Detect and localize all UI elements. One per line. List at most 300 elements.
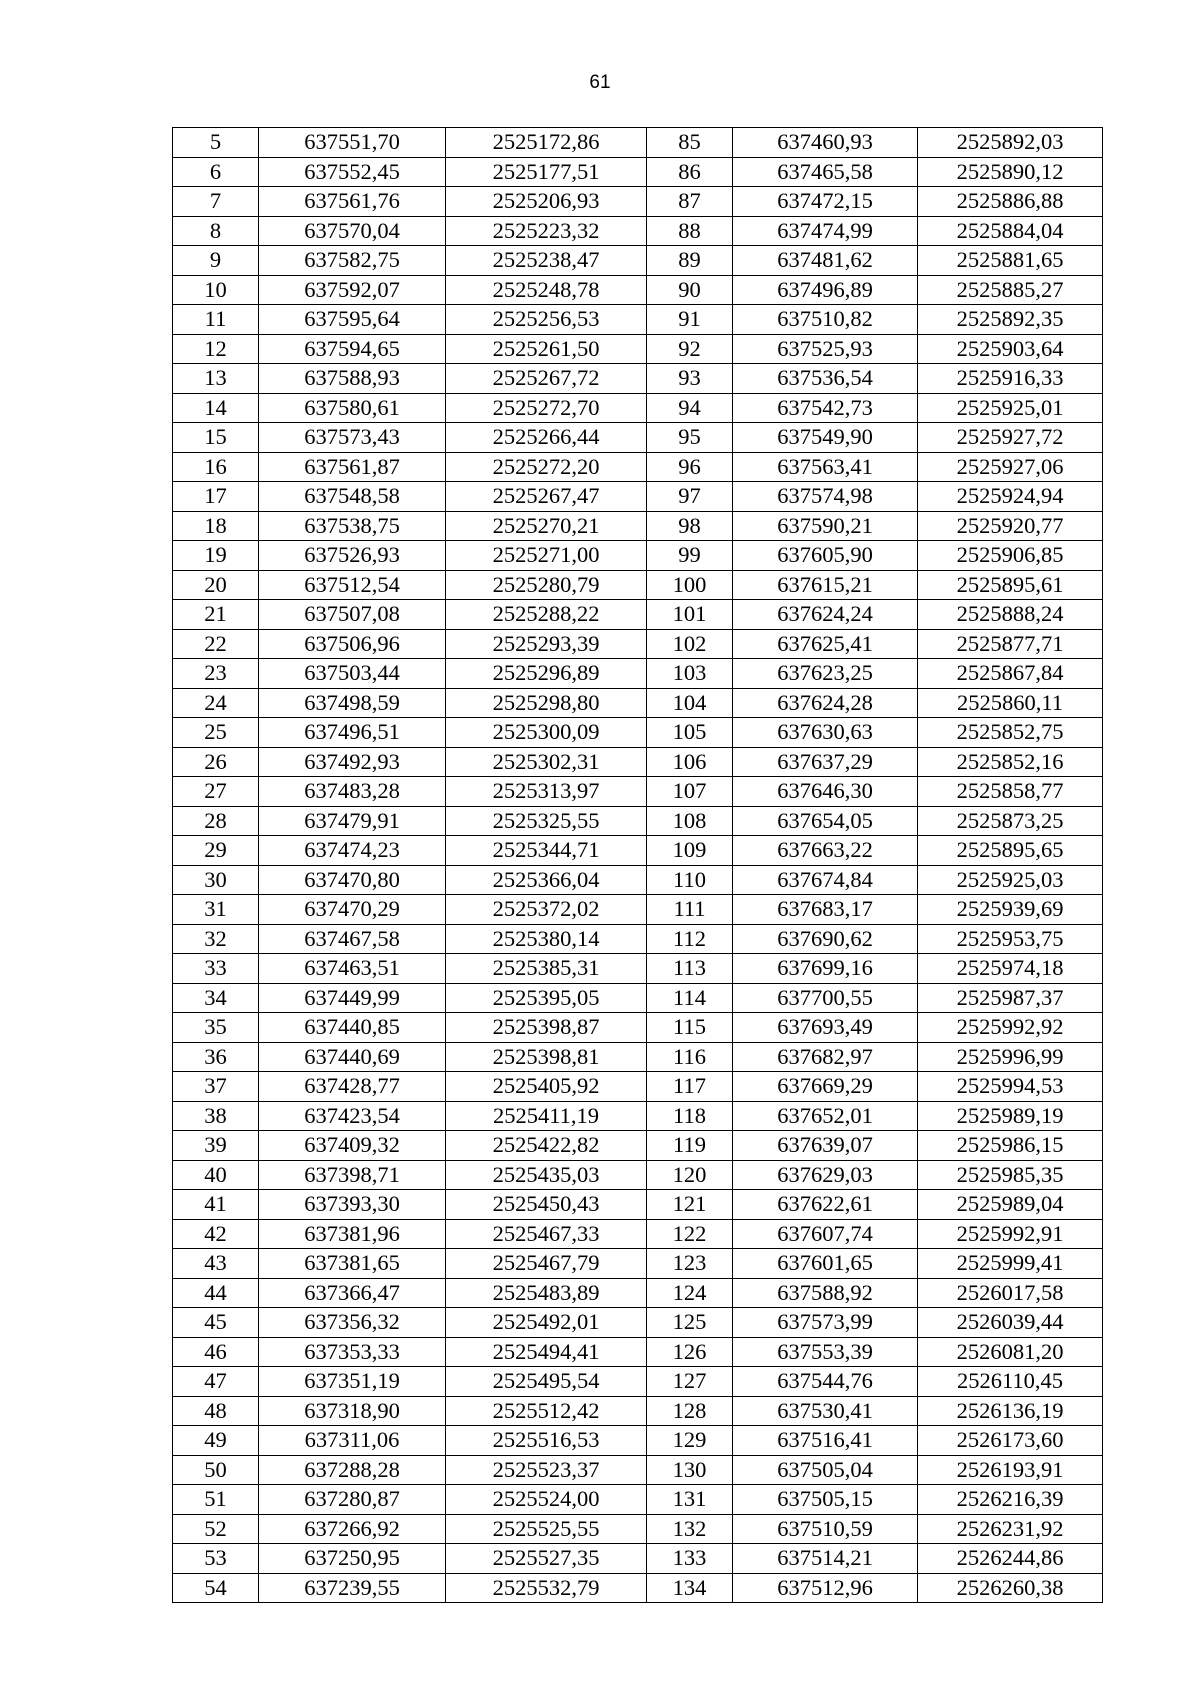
point-number-cell: 51 — [173, 1485, 259, 1515]
y-coordinate-cell: 2525858,77 — [918, 777, 1103, 807]
y-coordinate-cell: 2525906,85 — [918, 541, 1103, 571]
x-coordinate-cell: 637553,39 — [733, 1337, 918, 1367]
table-row — [173, 128, 1103, 158]
point-number-cell: 99 — [647, 541, 733, 571]
x-coordinate-cell: 637472,15 — [733, 187, 918, 217]
y-coordinate-cell: 2525532,79 — [446, 1573, 647, 1603]
x-coordinate-cell: 637690,62 — [733, 924, 918, 954]
y-coordinate-cell: 2526110,45 — [918, 1367, 1103, 1397]
y-coordinate-cell: 2525884,04 — [918, 216, 1103, 246]
table-row — [173, 718, 1103, 748]
point-number-cell: 40 — [173, 1160, 259, 1190]
x-coordinate-cell: 637409,32 — [259, 1131, 446, 1161]
point-number-cell: 108 — [647, 806, 733, 836]
x-coordinate-cell: 637398,71 — [259, 1160, 446, 1190]
y-coordinate-cell: 2525494,41 — [446, 1337, 647, 1367]
point-number-cell: 12 — [173, 334, 259, 364]
y-coordinate-cell: 2525450,43 — [446, 1190, 647, 1220]
point-number-cell: 125 — [647, 1308, 733, 1338]
x-coordinate-cell: 637393,30 — [259, 1190, 446, 1220]
x-coordinate-cell: 637624,24 — [733, 600, 918, 630]
x-coordinate-cell: 637625,41 — [733, 629, 918, 659]
point-number-cell: 52 — [173, 1514, 259, 1544]
point-number-cell: 116 — [647, 1042, 733, 1072]
point-number-cell: 26 — [173, 747, 259, 777]
table-row — [173, 1485, 1103, 1515]
point-number-cell: 119 — [647, 1131, 733, 1161]
point-number-cell: 17 — [173, 482, 259, 512]
x-coordinate-cell: 637682,97 — [733, 1042, 918, 1072]
table-row — [173, 865, 1103, 895]
x-coordinate-cell: 637474,23 — [259, 836, 446, 866]
x-coordinate-cell: 637544,76 — [733, 1367, 918, 1397]
x-coordinate-cell: 637498,59 — [259, 688, 446, 718]
y-coordinate-cell: 2525467,33 — [446, 1219, 647, 1249]
x-coordinate-cell: 637552,45 — [259, 157, 446, 187]
x-coordinate-cell: 637288,28 — [259, 1455, 446, 1485]
y-coordinate-cell: 2525989,04 — [918, 1190, 1103, 1220]
x-coordinate-cell: 637481,62 — [733, 246, 918, 276]
x-coordinate-cell: 637506,96 — [259, 629, 446, 659]
table-row — [173, 1013, 1103, 1043]
point-number-cell: 129 — [647, 1426, 733, 1456]
point-number-cell: 131 — [647, 1485, 733, 1515]
table-row — [173, 570, 1103, 600]
x-coordinate-cell: 637479,91 — [259, 806, 446, 836]
x-coordinate-cell: 637561,87 — [259, 452, 446, 482]
point-number-cell: 106 — [647, 747, 733, 777]
y-coordinate-cell: 2525888,24 — [918, 600, 1103, 630]
point-number-cell: 21 — [173, 600, 259, 630]
y-coordinate-cell: 2525467,79 — [446, 1249, 647, 1279]
point-number-cell: 122 — [647, 1219, 733, 1249]
point-number-cell: 35 — [173, 1013, 259, 1043]
table-row — [173, 1455, 1103, 1485]
y-coordinate-cell: 2525223,32 — [446, 216, 647, 246]
point-number-cell: 42 — [173, 1219, 259, 1249]
table-row — [173, 1190, 1103, 1220]
point-number-cell: 95 — [647, 423, 733, 453]
x-coordinate-cell: 637470,80 — [259, 865, 446, 895]
x-coordinate-cell: 637594,65 — [259, 334, 446, 364]
point-number-cell: 128 — [647, 1396, 733, 1426]
point-number-cell: 98 — [647, 511, 733, 541]
x-coordinate-cell: 637607,74 — [733, 1219, 918, 1249]
point-number-cell: 101 — [647, 600, 733, 630]
y-coordinate-cell: 2525881,65 — [918, 246, 1103, 276]
y-coordinate-cell: 2525411,19 — [446, 1101, 647, 1131]
y-coordinate-cell: 2525890,12 — [918, 157, 1103, 187]
y-coordinate-cell: 2525267,47 — [446, 482, 647, 512]
y-coordinate-cell: 2525372,02 — [446, 895, 647, 925]
y-coordinate-cell: 2525877,71 — [918, 629, 1103, 659]
point-number-cell: 102 — [647, 629, 733, 659]
table-row — [173, 747, 1103, 777]
y-coordinate-cell: 2525895,61 — [918, 570, 1103, 600]
y-coordinate-cell: 2525266,44 — [446, 423, 647, 453]
table-row — [173, 1249, 1103, 1279]
y-coordinate-cell: 2525288,22 — [446, 600, 647, 630]
x-coordinate-cell: 637548,58 — [259, 482, 446, 512]
x-coordinate-cell: 637496,51 — [259, 718, 446, 748]
point-number-cell: 91 — [647, 305, 733, 335]
table-row — [173, 600, 1103, 630]
x-coordinate-cell: 637629,03 — [733, 1160, 918, 1190]
x-coordinate-cell: 637423,54 — [259, 1101, 446, 1131]
page-number: 61 — [589, 72, 611, 93]
y-coordinate-cell: 2526231,92 — [918, 1514, 1103, 1544]
point-number-cell: 103 — [647, 659, 733, 689]
x-coordinate-cell: 637460,93 — [733, 128, 918, 158]
y-coordinate-cell: 2525886,88 — [918, 187, 1103, 217]
y-coordinate-cell: 2525172,86 — [446, 128, 647, 158]
x-coordinate-cell: 637525,93 — [733, 334, 918, 364]
point-number-cell: 118 — [647, 1101, 733, 1131]
point-number-cell: 7 — [173, 187, 259, 217]
y-coordinate-cell: 2525422,82 — [446, 1131, 647, 1161]
x-coordinate-cell: 637463,51 — [259, 954, 446, 984]
y-coordinate-cell: 2526173,60 — [918, 1426, 1103, 1456]
point-number-cell: 38 — [173, 1101, 259, 1131]
y-coordinate-cell: 2525296,89 — [446, 659, 647, 689]
x-coordinate-cell: 637573,43 — [259, 423, 446, 453]
y-coordinate-cell: 2525271,00 — [446, 541, 647, 571]
point-number-cell: 18 — [173, 511, 259, 541]
point-number-cell: 22 — [173, 629, 259, 659]
y-coordinate-cell: 2525248,78 — [446, 275, 647, 305]
point-number-cell: 29 — [173, 836, 259, 866]
point-number-cell: 13 — [173, 364, 259, 394]
y-coordinate-cell: 2525916,33 — [918, 364, 1103, 394]
y-coordinate-cell: 2525261,50 — [446, 334, 647, 364]
table-row — [173, 1072, 1103, 1102]
y-coordinate-cell: 2525238,47 — [446, 246, 647, 276]
point-number-cell: 30 — [173, 865, 259, 895]
y-coordinate-cell: 2525280,79 — [446, 570, 647, 600]
x-coordinate-cell: 637551,70 — [259, 128, 446, 158]
x-coordinate-cell: 637573,99 — [733, 1308, 918, 1338]
x-coordinate-cell: 637381,65 — [259, 1249, 446, 1279]
table-row — [173, 924, 1103, 954]
table-row — [173, 895, 1103, 925]
y-coordinate-cell: 2525325,55 — [446, 806, 647, 836]
x-coordinate-cell: 637536,54 — [733, 364, 918, 394]
x-coordinate-cell: 637699,16 — [733, 954, 918, 984]
y-coordinate-cell: 2525366,04 — [446, 865, 647, 895]
y-coordinate-cell: 2525895,65 — [918, 836, 1103, 866]
x-coordinate-cell: 637693,49 — [733, 1013, 918, 1043]
table-row — [173, 1396, 1103, 1426]
y-coordinate-cell: 2525270,21 — [446, 511, 647, 541]
point-number-cell: 32 — [173, 924, 259, 954]
point-number-cell: 114 — [647, 983, 733, 1013]
y-coordinate-cell: 2525994,53 — [918, 1072, 1103, 1102]
x-coordinate-cell: 637280,87 — [259, 1485, 446, 1515]
y-coordinate-cell: 2525867,84 — [918, 659, 1103, 689]
x-coordinate-cell: 637652,01 — [733, 1101, 918, 1131]
y-coordinate-cell: 2525985,35 — [918, 1160, 1103, 1190]
y-coordinate-cell: 2525527,35 — [446, 1544, 647, 1574]
point-number-cell: 86 — [647, 157, 733, 187]
x-coordinate-cell: 637503,44 — [259, 659, 446, 689]
x-coordinate-cell: 637590,21 — [733, 511, 918, 541]
x-coordinate-cell: 637266,92 — [259, 1514, 446, 1544]
point-number-cell: 97 — [647, 482, 733, 512]
x-coordinate-cell: 637492,93 — [259, 747, 446, 777]
coordinates-table-body — [173, 128, 1103, 1603]
table-row — [173, 423, 1103, 453]
point-number-cell: 10 — [173, 275, 259, 305]
x-coordinate-cell: 637496,89 — [733, 275, 918, 305]
x-coordinate-cell: 637630,63 — [733, 718, 918, 748]
point-number-cell: 37 — [173, 1072, 259, 1102]
y-coordinate-cell: 2525523,37 — [446, 1455, 647, 1485]
point-number-cell: 49 — [173, 1426, 259, 1456]
point-number-cell: 15 — [173, 423, 259, 453]
x-coordinate-cell: 637353,33 — [259, 1337, 446, 1367]
y-coordinate-cell: 2525516,53 — [446, 1426, 647, 1456]
x-coordinate-cell: 637561,76 — [259, 187, 446, 217]
point-number-cell: 93 — [647, 364, 733, 394]
point-number-cell: 5 — [173, 128, 259, 158]
x-coordinate-cell: 637516,41 — [733, 1426, 918, 1456]
table-row — [173, 983, 1103, 1013]
point-number-cell: 39 — [173, 1131, 259, 1161]
y-coordinate-cell: 2525302,31 — [446, 747, 647, 777]
y-coordinate-cell: 2525885,27 — [918, 275, 1103, 305]
point-number-cell: 133 — [647, 1544, 733, 1574]
x-coordinate-cell: 637595,64 — [259, 305, 446, 335]
point-number-cell: 24 — [173, 688, 259, 718]
table-row — [173, 1367, 1103, 1397]
point-number-cell: 126 — [647, 1337, 733, 1367]
point-number-cell: 14 — [173, 393, 259, 423]
x-coordinate-cell: 637381,96 — [259, 1219, 446, 1249]
x-coordinate-cell: 637318,90 — [259, 1396, 446, 1426]
x-coordinate-cell: 637669,29 — [733, 1072, 918, 1102]
point-number-cell: 31 — [173, 895, 259, 925]
point-number-cell: 8 — [173, 216, 259, 246]
point-number-cell: 20 — [173, 570, 259, 600]
y-coordinate-cell: 2525892,03 — [918, 128, 1103, 158]
table-row — [173, 1219, 1103, 1249]
table-row — [173, 482, 1103, 512]
y-coordinate-cell: 2525925,01 — [918, 393, 1103, 423]
x-coordinate-cell: 637588,92 — [733, 1278, 918, 1308]
x-coordinate-cell: 637440,85 — [259, 1013, 446, 1043]
x-coordinate-cell: 637605,90 — [733, 541, 918, 571]
point-number-cell: 127 — [647, 1367, 733, 1397]
y-coordinate-cell: 2525987,37 — [918, 983, 1103, 1013]
table-row — [173, 806, 1103, 836]
point-number-cell: 109 — [647, 836, 733, 866]
x-coordinate-cell: 637351,19 — [259, 1367, 446, 1397]
y-coordinate-cell: 2525300,09 — [446, 718, 647, 748]
table-row — [173, 1308, 1103, 1338]
y-coordinate-cell: 2526216,39 — [918, 1485, 1103, 1515]
x-coordinate-cell: 637654,05 — [733, 806, 918, 836]
table-row — [173, 1101, 1103, 1131]
y-coordinate-cell: 2525405,92 — [446, 1072, 647, 1102]
point-number-cell: 134 — [647, 1573, 733, 1603]
y-coordinate-cell: 2525492,01 — [446, 1308, 647, 1338]
coordinates-table — [172, 127, 1103, 1603]
y-coordinate-cell: 2525272,20 — [446, 452, 647, 482]
y-coordinate-cell: 2525395,05 — [446, 983, 647, 1013]
x-coordinate-cell: 637512,96 — [733, 1573, 918, 1603]
x-coordinate-cell: 637311,06 — [259, 1426, 446, 1456]
table-row — [173, 364, 1103, 394]
y-coordinate-cell: 2525524,00 — [446, 1485, 647, 1515]
point-number-cell: 92 — [647, 334, 733, 364]
point-number-cell: 19 — [173, 541, 259, 571]
x-coordinate-cell: 637637,29 — [733, 747, 918, 777]
point-number-cell: 89 — [647, 246, 733, 276]
table-row — [173, 688, 1103, 718]
y-coordinate-cell: 2525924,94 — [918, 482, 1103, 512]
x-coordinate-cell: 637663,22 — [733, 836, 918, 866]
table-row — [173, 452, 1103, 482]
table-row — [173, 659, 1103, 689]
y-coordinate-cell: 2525927,06 — [918, 452, 1103, 482]
point-number-cell: 43 — [173, 1249, 259, 1279]
x-coordinate-cell: 637428,77 — [259, 1072, 446, 1102]
point-number-cell: 50 — [173, 1455, 259, 1485]
y-coordinate-cell: 2526017,58 — [918, 1278, 1103, 1308]
table-row — [173, 187, 1103, 217]
x-coordinate-cell: 637674,84 — [733, 865, 918, 895]
x-coordinate-cell: 637356,32 — [259, 1308, 446, 1338]
point-number-cell: 123 — [647, 1249, 733, 1279]
point-number-cell: 113 — [647, 954, 733, 984]
table-row — [173, 1573, 1103, 1603]
x-coordinate-cell: 637505,15 — [733, 1485, 918, 1515]
y-coordinate-cell: 2525267,72 — [446, 364, 647, 394]
table-row — [173, 541, 1103, 571]
point-number-cell: 96 — [647, 452, 733, 482]
point-number-cell: 46 — [173, 1337, 259, 1367]
x-coordinate-cell: 637592,07 — [259, 275, 446, 305]
x-coordinate-cell: 637624,28 — [733, 688, 918, 718]
table-row — [173, 157, 1103, 187]
x-coordinate-cell: 637530,41 — [733, 1396, 918, 1426]
x-coordinate-cell: 637467,58 — [259, 924, 446, 954]
point-number-cell: 33 — [173, 954, 259, 984]
x-coordinate-cell: 637449,99 — [259, 983, 446, 1013]
x-coordinate-cell: 637474,99 — [733, 216, 918, 246]
point-number-cell: 104 — [647, 688, 733, 718]
x-coordinate-cell: 637505,04 — [733, 1455, 918, 1485]
point-number-cell: 48 — [173, 1396, 259, 1426]
point-number-cell: 130 — [647, 1455, 733, 1485]
point-number-cell: 121 — [647, 1190, 733, 1220]
x-coordinate-cell: 637549,90 — [733, 423, 918, 453]
point-number-cell: 100 — [647, 570, 733, 600]
table-row — [173, 511, 1103, 541]
y-coordinate-cell: 2525986,15 — [918, 1131, 1103, 1161]
y-coordinate-cell: 2525992,91 — [918, 1219, 1103, 1249]
point-number-cell: 124 — [647, 1278, 733, 1308]
y-coordinate-cell: 2525953,75 — [918, 924, 1103, 954]
point-number-cell: 9 — [173, 246, 259, 276]
y-coordinate-cell: 2525344,71 — [446, 836, 647, 866]
x-coordinate-cell: 637514,21 — [733, 1544, 918, 1574]
point-number-cell: 111 — [647, 895, 733, 925]
point-number-cell: 132 — [647, 1514, 733, 1544]
table-row — [173, 1131, 1103, 1161]
x-coordinate-cell: 637570,04 — [259, 216, 446, 246]
x-coordinate-cell: 637580,61 — [259, 393, 446, 423]
y-coordinate-cell: 2525298,80 — [446, 688, 647, 718]
table-row — [173, 246, 1103, 276]
x-coordinate-cell: 637526,93 — [259, 541, 446, 571]
y-coordinate-cell: 2525925,03 — [918, 865, 1103, 895]
table-row — [173, 1426, 1103, 1456]
x-coordinate-cell: 637510,82 — [733, 305, 918, 335]
point-number-cell: 85 — [647, 128, 733, 158]
table-row — [173, 305, 1103, 335]
point-number-cell: 25 — [173, 718, 259, 748]
x-coordinate-cell: 637239,55 — [259, 1573, 446, 1603]
x-coordinate-cell: 637582,75 — [259, 246, 446, 276]
x-coordinate-cell: 637366,47 — [259, 1278, 446, 1308]
point-number-cell: 16 — [173, 452, 259, 482]
y-coordinate-cell: 2525939,69 — [918, 895, 1103, 925]
y-coordinate-cell: 2525206,93 — [446, 187, 647, 217]
y-coordinate-cell: 2525293,39 — [446, 629, 647, 659]
point-number-cell: 105 — [647, 718, 733, 748]
y-coordinate-cell: 2525873,25 — [918, 806, 1103, 836]
x-coordinate-cell: 637615,21 — [733, 570, 918, 600]
x-coordinate-cell: 637623,25 — [733, 659, 918, 689]
x-coordinate-cell: 637601,65 — [733, 1249, 918, 1279]
y-coordinate-cell: 2525903,64 — [918, 334, 1103, 364]
y-coordinate-cell: 2525398,87 — [446, 1013, 647, 1043]
table-row — [173, 777, 1103, 807]
point-number-cell: 112 — [647, 924, 733, 954]
point-number-cell: 54 — [173, 1573, 259, 1603]
table-row — [173, 275, 1103, 305]
x-coordinate-cell: 637465,58 — [733, 157, 918, 187]
y-coordinate-cell: 2526193,91 — [918, 1455, 1103, 1485]
x-coordinate-cell: 637250,95 — [259, 1544, 446, 1574]
x-coordinate-cell: 637646,30 — [733, 777, 918, 807]
y-coordinate-cell: 2526260,38 — [918, 1573, 1103, 1603]
table-row — [173, 1544, 1103, 1574]
point-number-cell: 87 — [647, 187, 733, 217]
x-coordinate-cell: 637470,29 — [259, 895, 446, 925]
point-number-cell: 110 — [647, 865, 733, 895]
x-coordinate-cell: 637510,59 — [733, 1514, 918, 1544]
point-number-cell: 34 — [173, 983, 259, 1013]
y-coordinate-cell: 2525974,18 — [918, 954, 1103, 984]
y-coordinate-cell: 2525860,11 — [918, 688, 1103, 718]
x-coordinate-cell: 637700,55 — [733, 983, 918, 1013]
point-number-cell: 47 — [173, 1367, 259, 1397]
table-row — [173, 1514, 1103, 1544]
point-number-cell: 36 — [173, 1042, 259, 1072]
y-coordinate-cell: 2525992,92 — [918, 1013, 1103, 1043]
point-number-cell: 28 — [173, 806, 259, 836]
x-coordinate-cell: 637683,17 — [733, 895, 918, 925]
point-number-cell: 115 — [647, 1013, 733, 1043]
point-number-cell: 53 — [173, 1544, 259, 1574]
x-coordinate-cell: 637588,93 — [259, 364, 446, 394]
x-coordinate-cell: 637483,28 — [259, 777, 446, 807]
y-coordinate-cell: 2526136,19 — [918, 1396, 1103, 1426]
point-number-cell: 45 — [173, 1308, 259, 1338]
y-coordinate-cell: 2525927,72 — [918, 423, 1103, 453]
